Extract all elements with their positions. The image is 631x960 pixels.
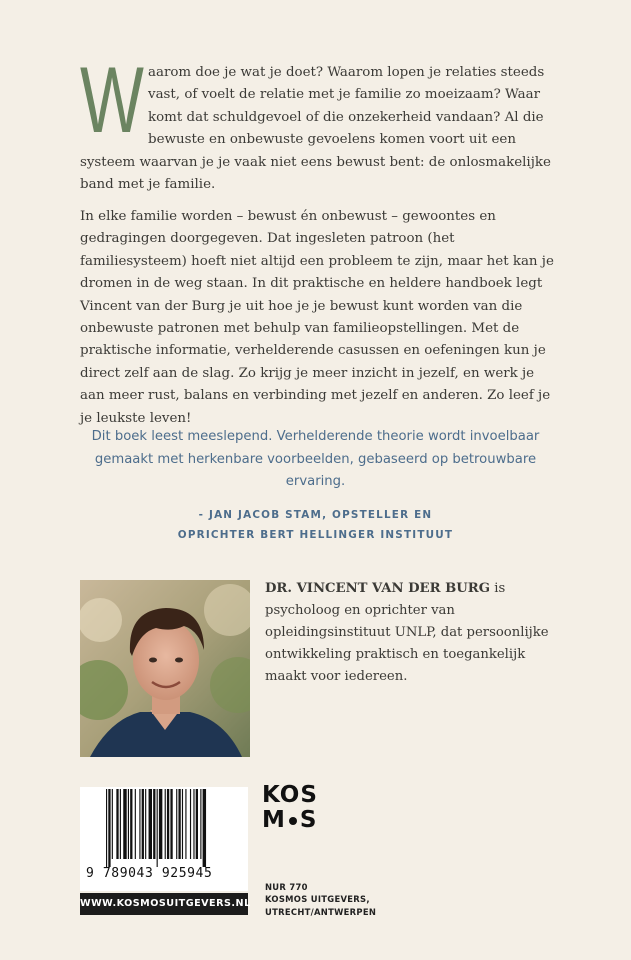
- barcode-bar: [142, 789, 144, 859]
- author-bio-text: is psycholoog en oprichter van opleidingsinstituut UNLP, dat persoonlijke ontwikkeling praktisch en toegankelijk maakt voor iedereen.: [265, 581, 549, 684]
- drop-cap: W: [80, 47, 144, 152]
- intro-text: aarom doe je wat je doet? Waarom lopen je relaties steeds vast, of voelt de relatie met je familie zo moeizaam? Waar komt dat schuldgevoel of die onzekerheid vandaan? Al die bewuste en onbewuste gevoelens komen voort uit een systeem waarvan je je vaak niet eens bewust bent: de onlosmakelijke band met je familie.: [80, 65, 551, 193]
- barcode-bar: [178, 789, 180, 859]
- barcode-bar: [182, 789, 183, 859]
- barcode-bar: [159, 789, 162, 859]
- barcode-bar: [128, 789, 129, 859]
- barcode-bar: [130, 789, 132, 859]
- barcode-bar: [170, 789, 172, 859]
- body-paragraph: In elke familie worden – bewust én onbewust – gewoontes en gedragingen doorgegeven. Dat ingesleten patroon (het familiesysteem) hoeft niet altijd een probleem te zijn, maar het kan je dromen in de weg staan. In dit praktische en heldere handboek legt Vincent van der Burg je uit hoe je je bewust kunt worden van die onbewuste patronen met behulp van familieopstellingen. Met de praktische informatie, verhelderende casussen en oefeningen kun je direct zelf aan de slag. Zo krijg je meer inzicht in jezelf, en werk je aan meer rust, balans en verbinding met jezelf en anderen. Zo leef je je leukste leven!: [80, 209, 554, 426]
- endorsement-source: [80, 506, 551, 545]
- barcode-bar: [135, 789, 136, 859]
- barcode-bar: [145, 789, 146, 859]
- logo-dot: [289, 817, 297, 825]
- publisher-website: WWW.KOSMOSUITGEVERS.NL: [80, 893, 248, 915]
- author-photo: [80, 580, 250, 757]
- barcode-bar: [193, 789, 194, 859]
- barcode-bars: [106, 789, 234, 867]
- endorsement-source-line-2: OPRICHTER BERT HELLINGER INSTITUUT: [177, 528, 454, 541]
- barcode-bar: [167, 789, 169, 859]
- barcode-bar: [153, 789, 155, 859]
- publisher-location: UTRECHT/ANTWERPEN: [265, 906, 377, 917]
- barcode-bar: [123, 789, 126, 859]
- publisher-name: KOSMOS UITGEVERS,: [265, 894, 370, 905]
- barcode-bar: [112, 789, 113, 859]
- endorsement-quote: Dit boek leest meeslepend. Verhelderende theorie wordt invoelbaar gemaakt met herkenbare voorbeelden, gebaseerd op betrouwbare ervaring.: [91, 429, 540, 490]
- barcode-bar: [185, 789, 186, 859]
- barcode-bar: [203, 789, 206, 867]
- barcode: [80, 787, 248, 891]
- barcode-bar: [157, 789, 158, 867]
- logo-line-1: KOS: [262, 782, 318, 808]
- author-name: DR. VINCENT VAN DER BURG: [265, 581, 491, 596]
- barcode-bar: [106, 789, 107, 867]
- barcode-bar: [165, 789, 166, 859]
- publisher-info: [265, 881, 465, 918]
- barcode-bar: [190, 789, 191, 859]
- barcode-bar: [149, 789, 152, 859]
- barcode-bar: [139, 789, 140, 859]
- barcode-bar: [120, 789, 121, 859]
- barcode-bar: [196, 789, 198, 859]
- barcode-bar: [116, 789, 118, 859]
- barcode-bar: [176, 789, 177, 859]
- intro-paragraph: [80, 47, 556, 196]
- publisher-logo: [262, 783, 318, 833]
- barcode-bar: [200, 789, 201, 859]
- logo-line-2: [262, 808, 318, 833]
- logo-letter-m: M: [262, 807, 286, 833]
- nur-code: NUR 770: [265, 882, 308, 892]
- author-bio: [265, 578, 565, 688]
- isbn-number: 9 789043 925945: [86, 866, 213, 881]
- endorsement-source-line-1: - JAN JACOB STAM, OPSTELLER EN: [198, 509, 433, 521]
- barcode-bar: [108, 789, 110, 867]
- logo-letter-s: S: [299, 807, 318, 833]
